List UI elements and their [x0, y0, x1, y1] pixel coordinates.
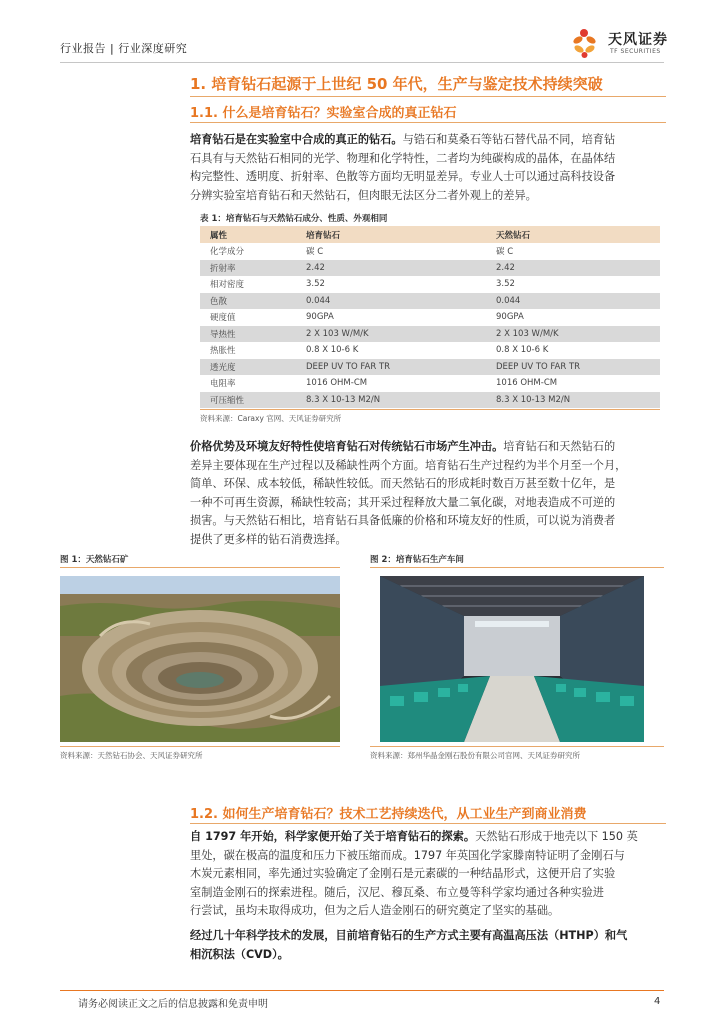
paragraph-3 — [190, 828, 668, 921]
table-cell: 碳 C — [496, 247, 514, 258]
table-row — [200, 276, 660, 293]
report-type: 行业报告 | 行业深度研究 — [60, 42, 188, 55]
table-header-cell: 培育钻石 — [296, 226, 486, 243]
table-row — [200, 243, 660, 260]
table-cell: 相对密度 — [210, 280, 245, 291]
table-cell: 1016 OHM-CM — [306, 378, 368, 389]
logo-name-en: TF SECURITIES — [610, 48, 661, 55]
table-bottom-rule — [200, 409, 660, 410]
paragraph-line: 一种不可再生资源，稀缺性较高；其开采过程释放大量二氧化碳，对地表造成不可逆的 — [190, 495, 616, 509]
table-cell: 8.3 X 10-13 M2/N — [486, 392, 660, 409]
figure-1-bottom-rule — [60, 746, 340, 747]
table-1-source: 资料来源：Caraxy 官网、天风证券研究所 — [200, 414, 342, 423]
figure-2-bottom-rule — [370, 746, 664, 747]
table-cell: 电阻率 — [210, 379, 236, 390]
section-1-1-title: 1.1. 什么是培育钻石？实验室合成的真正钻石 — [190, 106, 457, 121]
paragraph-line: 差异主要体现在生产过程以及稀缺性两个方面。培育钻石生产过程约为半个月至一个月， — [190, 458, 627, 472]
table-cell: 0.8 X 10-6 K — [306, 345, 359, 356]
table-cell: 0.044 — [296, 293, 486, 310]
table-cell: 2.42 — [296, 260, 486, 277]
logo-name-cn: 天风证券 — [608, 32, 668, 48]
table-cell: 2 X 103 W/M/K — [296, 326, 486, 343]
section-1-title: 1. 培育钻石起源于上世纪 50 年代，生产与鉴定技术持续突破 — [190, 75, 603, 93]
section-1-2-rule — [190, 823, 666, 824]
table-cell: 8.3 X 10-13 M2/N — [296, 392, 486, 409]
paragraph-line: 木炭元素相同，率先通过实验确定了金刚石是元素碳的一种结晶形式，这便开启了实验 — [190, 867, 616, 880]
paragraph-line: 行尝试，虽均未取得成功，但为之后人造金刚石的研究奠定了坚实的基础。 — [190, 904, 560, 917]
table-row — [200, 375, 660, 392]
figure-2-source: 资料来源：郑州华晶金刚石股份有限公司官网、天风证券研究所 — [370, 751, 580, 760]
table-cell: DEEP UV TO FAR TR — [486, 359, 660, 376]
paragraph-line: 分辨实验室培育钻石和天然钻石，但肉眼无法区分二者外观上的差异。 — [190, 188, 537, 202]
property-table — [200, 226, 660, 408]
paragraph-2 — [190, 438, 668, 549]
diamond-mine-image — [60, 576, 340, 742]
table-row — [200, 392, 660, 409]
footer-divider — [60, 990, 664, 991]
page-number: 4 — [654, 996, 661, 1007]
table-row — [200, 359, 660, 376]
table-row — [200, 260, 660, 277]
table-cell: 90GPA — [306, 312, 334, 323]
section-1-1-rule — [190, 122, 666, 123]
table-cell: 2 X 103 W/M/K — [486, 326, 660, 343]
table-cell: 硬度值 — [210, 313, 236, 324]
paragraph-line: 相沉积法（CVD）。 — [190, 947, 289, 961]
table-cell: 3.52 — [496, 279, 515, 290]
table-cell: 色散 — [200, 293, 296, 310]
table-row — [200, 293, 660, 310]
table-cell: 化学成分 — [210, 247, 245, 258]
paragraph-line: 提供了更多样的钻石消费选择。 — [190, 532, 347, 546]
paragraph-line: 简单、环保、成本较低，稀缺性较低。而天然钻石的形成耗时数百万甚至数十亿年，是 — [190, 477, 616, 490]
paragraph-line: 经过几十年科学技术的发展，目前培育钻石的生产方式主要有高温高压法（HTHP）和气 — [190, 929, 628, 942]
table-cell: 3.52 — [306, 279, 325, 290]
table-header-cell: 天然钻石 — [486, 226, 660, 243]
table-row — [200, 309, 660, 326]
paragraph-line: 自 1797 年开始，科学家便开始了关于培育钻石的探索。天然钻石形成于地壳以下 150 英 — [190, 830, 638, 843]
table-row — [200, 342, 660, 359]
paragraph-line: 损害。与天然钻石相比，培育钻石具备低廉的价格和环境友好的性质，可以说为消费者 — [190, 514, 616, 527]
paragraph-1 — [190, 131, 668, 205]
section-1-rule — [190, 96, 666, 97]
table-cell: DEEP UV TO FAR TR — [296, 359, 486, 376]
table-cell: 2.42 — [486, 260, 660, 277]
paragraph-line: 培育钻石是在实验室中合成的真正的钻石。与锆石和莫桑石等钻石替代品不同，培育钻 — [190, 133, 616, 146]
paragraph-4 — [190, 927, 668, 964]
footer-disclaimer: 请务必阅读正文之后的信息披露和免责申明 — [78, 999, 268, 1010]
table-cell: 1016 OHM-CM — [496, 378, 558, 389]
paragraph-line: 价格优势及环境友好特性使培育钻石对传统钻石市场产生冲击。培育钻石和天然钻石的 — [190, 440, 616, 453]
table-header-cell: 属性 — [200, 226, 296, 243]
table-cell: 碳 C — [306, 247, 324, 258]
table-row — [200, 326, 660, 343]
paragraph-line: 里处，碳在极高的温度和压力下被压缩而成。1797 年英国化学家滕南特证明了金刚石与 — [190, 848, 625, 862]
paragraph-line: 室制造金刚石的探索进程。随后，汉尼、穆瓦桑、布立曼等科学家均通过各种实验进 — [190, 885, 604, 899]
section-1-2-title: 1.2. 如何生产培育钻石？技术工艺持续迭代，从工业生产到商业消费 — [190, 807, 587, 822]
figure-2-rule — [370, 567, 664, 568]
table-cell: 可压缩性 — [200, 392, 296, 409]
table-cell: 90GPA — [496, 312, 524, 323]
figure-1-caption: 图 1：天然钻石矿 — [60, 555, 129, 565]
table-header-row — [200, 226, 660, 243]
figure-1-rule — [60, 567, 340, 568]
table-cell: 0.8 X 10-6 K — [496, 345, 549, 356]
paragraph-line: 构完整性、透明度、折射率、色散等方面均无明显差异。专业人士可以通过高科技设备 — [190, 170, 616, 183]
table-cell: 折射率 — [200, 260, 296, 277]
table-cell: 0.044 — [486, 293, 660, 310]
table-cell: 导热性 — [200, 326, 296, 343]
table-cell: 热胀性 — [210, 346, 236, 357]
figure-2-caption: 图 2：培育钻石生产车间 — [370, 555, 464, 565]
table-1-title: 表 1：培育钻石与天然钻石成分、性质、外观相同 — [200, 214, 388, 224]
table-cell: 透光度 — [200, 359, 296, 376]
paragraph-line: 石具有与天然钻石相同的光学、物理和化学特性，二者均为纯碳构成的晶体，在晶体结 — [190, 151, 616, 165]
figure-1-source: 资料来源：天然钻石协会、天风证券研究所 — [60, 751, 203, 760]
factory-floor-image — [380, 576, 644, 742]
